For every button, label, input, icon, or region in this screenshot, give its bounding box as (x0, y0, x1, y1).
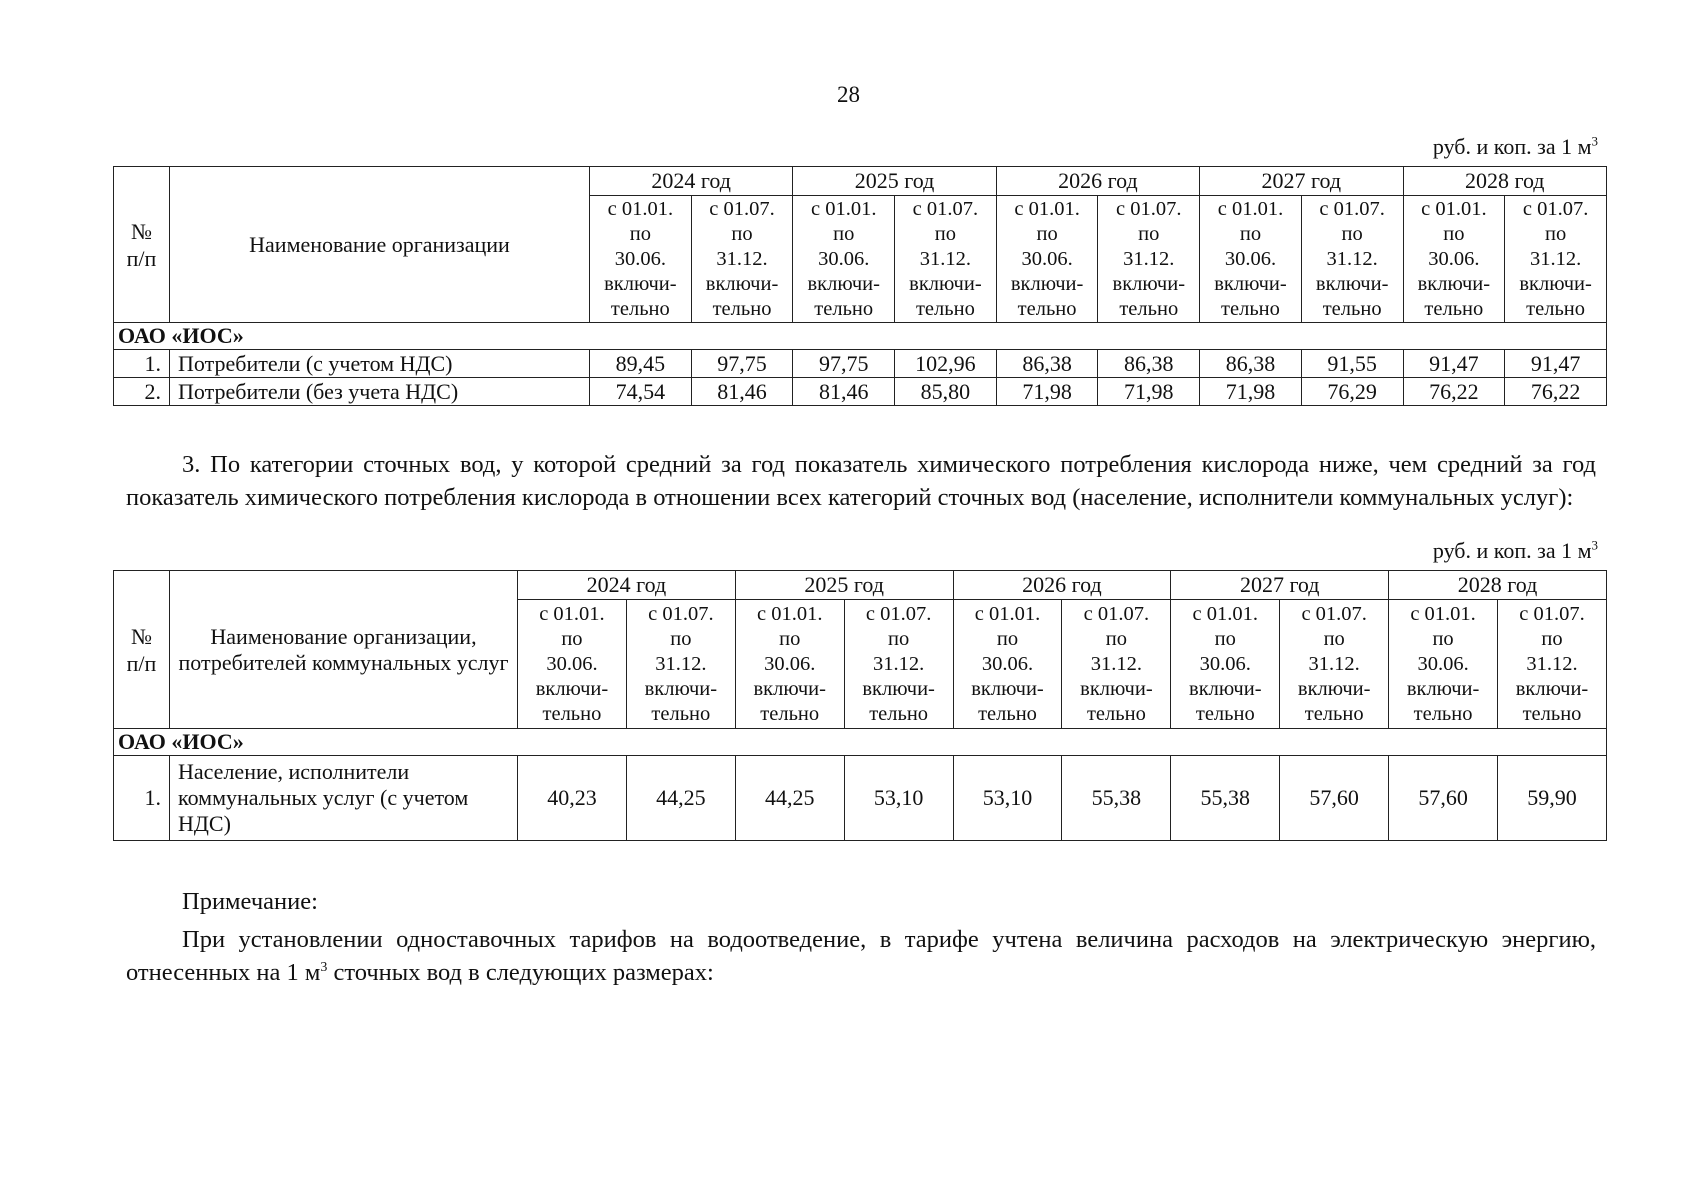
year-header: 2028 год (1389, 571, 1607, 600)
period-header-line: тельно (1017, 297, 1077, 320)
period-header-line: 30.06. (981, 652, 1034, 675)
tariff-value: 91,55 (1301, 350, 1403, 378)
section-title: ОАО «ИОС» (114, 729, 1607, 756)
period-header-line: 31.12. (1123, 247, 1175, 270)
tariff-value: 40,23 (518, 756, 627, 841)
column-header-number-line: п/п (126, 245, 157, 271)
period-header-line: включи- (644, 677, 718, 700)
tariff-value: 76,29 (1301, 378, 1403, 406)
period-header-line: 30.06. (1417, 652, 1469, 675)
section-row (114, 323, 1607, 350)
period-header-line: включи- (1297, 677, 1371, 700)
year-header: 2026 год (996, 167, 1199, 196)
period-header-line: с 01.07. (648, 602, 714, 625)
note-text: При установлении одноставочных тарифов на водоотведение, в тарифе учтена величина расходов на электрическую энергию, отнесенных на 1 $м^3$ сточных вод в следующих размерах: (126, 926, 1596, 986)
period-header-line: тельно (1304, 702, 1364, 725)
unit-label-table2: руб. и коп. за 1 $м^3$ (1432, 537, 1598, 563)
period-header-line: тельно (651, 702, 711, 725)
period-header-line: по (731, 222, 753, 245)
tariff-value: 57,60 (1389, 756, 1498, 841)
unit-label-table1: руб. и коп. за 1 $м^3$ (1432, 133, 1598, 159)
header-row-years (114, 167, 1607, 196)
period-header-line: с 01.07. (1519, 602, 1585, 625)
period-header-line: тельно (610, 297, 670, 320)
period-header-line: с 01.01. (1192, 602, 1259, 625)
period-header-line: включи- (604, 272, 677, 295)
tariff-value: 97,75 (793, 350, 895, 378)
period-header-line: 30.06. (1428, 247, 1480, 270)
period-header-line: с 01.01. (756, 602, 823, 625)
period-header-line: по (833, 222, 855, 245)
period-header-line: с 01.01. (607, 197, 674, 220)
period-header-line: включи- (1417, 272, 1491, 295)
period-header-second-half (844, 600, 953, 729)
period-header-line: тельно (760, 702, 820, 725)
tariff-value: 44,25 (735, 756, 844, 841)
tariff-value: 86,38 (1200, 350, 1302, 378)
period-header-line: по (561, 627, 583, 650)
column-header-number (114, 571, 170, 729)
period-header-line: по (1544, 222, 1567, 245)
period-header-first-half (1171, 600, 1280, 729)
table-body (114, 323, 1607, 406)
period-header-first-half (735, 600, 844, 729)
column-header-number-line: № (131, 623, 152, 649)
period-header-line: тельно (1221, 297, 1280, 320)
period-header-line: 30.06. (614, 247, 666, 270)
period-header-line: по (1214, 627, 1236, 650)
period-header-line: по (1239, 222, 1262, 245)
period-header-line: по (670, 627, 692, 650)
period-header-first-half (1200, 196, 1302, 323)
period-header-first-half (953, 600, 1062, 729)
table-row (114, 378, 1607, 406)
period-header-line: 31.12. (716, 247, 768, 270)
period-header-line: тельно (1195, 702, 1255, 725)
period-header-line: 30.06. (1224, 247, 1277, 270)
period-header-line: включи- (1080, 677, 1153, 700)
period-header-line: по (1323, 627, 1345, 650)
period-header-line: тельно (869, 702, 929, 725)
period-header-line: включи- (1010, 272, 1084, 295)
tariff-value: 86,38 (996, 350, 1098, 378)
period-header-second-half (1062, 600, 1171, 729)
column-header-number-line: № (131, 218, 152, 244)
tariff-value: 76,22 (1403, 378, 1505, 406)
period-header-line: с 01.07. (709, 197, 775, 220)
period-header-line: включи- (1406, 677, 1480, 700)
row-number: 1. (114, 756, 170, 841)
year-header: 2025 год (793, 167, 996, 196)
row-name: Потребители (без учета НДС) (170, 378, 590, 406)
period-header-line: с 01.01. (974, 602, 1041, 625)
period-header-line: тельно (1119, 297, 1179, 320)
period-header-line: 30.06. (546, 652, 598, 675)
period-header-line: с 01.07. (1116, 197, 1182, 220)
table-header (114, 167, 1607, 323)
year-header: 2024 год (518, 571, 736, 600)
period-header-first-half (793, 196, 895, 323)
period-header-second-half (1301, 196, 1403, 323)
period-header-line: тельно (1086, 702, 1146, 725)
period-header-line: включи- (971, 677, 1044, 700)
period-header-second-half (1505, 196, 1607, 323)
period-header-line: по (1105, 627, 1128, 650)
period-header-line: с 01.07. (1319, 197, 1385, 220)
period-header-first-half (518, 600, 627, 729)
period-header-line: по (1541, 627, 1563, 650)
period-header-first-half (590, 196, 692, 323)
tariff-value: 76,22 (1505, 378, 1607, 406)
column-header-number-line: п/п (126, 650, 157, 676)
period-header-line: 31.12. (1308, 652, 1360, 675)
tariff-value: 91,47 (1505, 350, 1607, 378)
period-header-second-half (895, 196, 997, 323)
period-header-line: с 01.07. (1083, 602, 1150, 625)
period-header-line: включи- (1214, 272, 1287, 295)
page-number: 28 (837, 82, 860, 107)
period-header-line: 31.12. (1090, 652, 1143, 675)
tariff-value: 57,60 (1280, 756, 1389, 841)
year-header: 2028 год (1403, 167, 1607, 196)
period-header-line: 31.12. (1529, 247, 1582, 270)
period-header-line: 31.12. (1326, 247, 1378, 270)
period-header-second-half (1280, 600, 1389, 729)
period-header-line: тельно (814, 297, 874, 320)
tariff-value: 97,75 (691, 350, 793, 378)
tariff-value: 86,38 (1098, 350, 1200, 378)
section-title: ОАО «ИОС» (114, 323, 1607, 350)
period-header-line: включи- (909, 272, 982, 295)
tariff-value: 44,25 (626, 756, 735, 841)
year-header: 2027 год (1200, 167, 1403, 196)
period-header-line: включи- (807, 272, 880, 295)
year-header: 2025 год (735, 571, 953, 600)
period-header-line: с 01.01. (810, 197, 877, 220)
period-header-line: включи- (1189, 677, 1262, 700)
row-number: 2. (114, 378, 170, 406)
table-header (114, 571, 1607, 729)
period-header-line: с 01.01. (1410, 602, 1476, 625)
tariff-value: 102,96 (895, 350, 997, 378)
period-header-line: с 01.07. (865, 602, 932, 625)
tariff-value: 81,46 (793, 378, 895, 406)
period-header-line: с 01.01. (1217, 197, 1284, 220)
tariff-value: 71,98 (1098, 378, 1200, 406)
tariff-value: 91,47 (1403, 350, 1505, 378)
tariff-value: 89,45 (590, 350, 692, 378)
period-header-line: с 01.07. (1301, 602, 1367, 625)
period-header-line: по (996, 627, 1019, 650)
tariff-value: 55,38 (1171, 756, 1280, 841)
table-body (114, 729, 1607, 841)
period-header-line: 31.12. (1526, 652, 1578, 675)
tariff-value: 59,90 (1498, 756, 1607, 841)
section-row (114, 729, 1607, 756)
period-header-line: 31.12. (872, 652, 925, 675)
row-name: Потребители (с учетом НДС) (170, 350, 590, 378)
period-header-line: с 01.01. (1014, 197, 1080, 220)
period-header-line: включи- (1519, 272, 1592, 295)
year-header: 2027 год (1171, 571, 1389, 600)
period-header-line: по (934, 222, 957, 245)
period-header-second-half (1498, 600, 1607, 729)
period-header-line: 31.12. (655, 652, 707, 675)
period-header-line: 30.06. (764, 652, 816, 675)
tariff-value: 71,98 (1200, 378, 1302, 406)
period-header-line: по (1432, 627, 1454, 650)
table-row (114, 350, 1607, 378)
tariff-table-2 (113, 570, 1607, 841)
tariff-table-1 (113, 166, 1607, 406)
period-header-second-half (1098, 196, 1200, 323)
period-header-first-half (1403, 196, 1505, 323)
period-header-line: включи- (535, 677, 609, 700)
period-header-line: 30.06. (1199, 652, 1251, 675)
period-header-line: с 01.01. (539, 602, 605, 625)
period-header-line: тельно (1424, 297, 1484, 320)
period-header-line: включи- (705, 272, 779, 295)
column-header-number (114, 167, 170, 323)
tariff-value: 53,10 (953, 756, 1062, 841)
period-header-line: тельно (1526, 297, 1586, 320)
period-header-line: включи- (1315, 272, 1389, 295)
header-row-years (114, 571, 1607, 600)
period-header-second-half (626, 600, 735, 729)
period-header-line: 31.12. (919, 247, 972, 270)
row-number: 1. (114, 350, 170, 378)
period-header-line: тельно (915, 297, 975, 320)
period-header-line: тельно (1522, 702, 1582, 725)
period-header-line: с 01.07. (1522, 197, 1589, 220)
period-header-line: включи- (753, 677, 826, 700)
year-header: 2024 год (590, 167, 793, 196)
tariff-value: 71,98 (996, 378, 1098, 406)
tariff-value: 81,46 (691, 378, 793, 406)
period-header-line: включи- (862, 677, 935, 700)
column-header-name: Наименование организации (170, 167, 590, 323)
tariff-value: 53,10 (844, 756, 953, 841)
paragraph-3: 3. По категории сточных вод, у которой средний за год показатель химического потребления кислорода ниже, чем средний за год показатель химического потребления кислорода в отношении всех категорий сточных вод (население, исполнители коммунальных услуг): (126, 451, 1596, 511)
period-header-line: по (1443, 222, 1465, 245)
note-title: Примечание: (182, 888, 318, 915)
period-header-line: по (629, 222, 651, 245)
period-header-line: тельно (978, 702, 1037, 725)
period-header-line: включи- (1515, 677, 1589, 700)
tariff-value: 74,54 (590, 378, 692, 406)
period-header-line: 30.06. (818, 247, 870, 270)
period-header-line: по (1138, 222, 1160, 245)
table-row (114, 756, 1607, 841)
period-header-line: тельно (1413, 702, 1473, 725)
period-header-line: по (779, 627, 801, 650)
period-header-second-half (691, 196, 793, 323)
period-header-first-half (1389, 600, 1498, 729)
row-name: Население, исполнители коммунальных услуг (с учетом НДС) (170, 756, 518, 841)
period-header-line: с 01.07. (912, 197, 979, 220)
period-header-line: тельно (542, 702, 602, 725)
period-header-line: по (1341, 222, 1363, 245)
year-header: 2026 год (953, 571, 1171, 600)
period-header-line: по (1036, 222, 1058, 245)
column-header-name: Наименование организации, потребителей коммунальных услуг (170, 571, 518, 729)
period-header-line: с 01.01. (1421, 197, 1487, 220)
period-header-line: включи- (1112, 272, 1186, 295)
period-header-line: тельно (1322, 297, 1382, 320)
tariff-value: 85,80 (895, 378, 997, 406)
tariff-value: 55,38 (1062, 756, 1171, 841)
period-header-line: по (888, 627, 910, 650)
period-header-first-half (996, 196, 1098, 323)
period-header-line: 30.06. (1021, 247, 1073, 270)
period-header-line: тельно (712, 297, 772, 320)
